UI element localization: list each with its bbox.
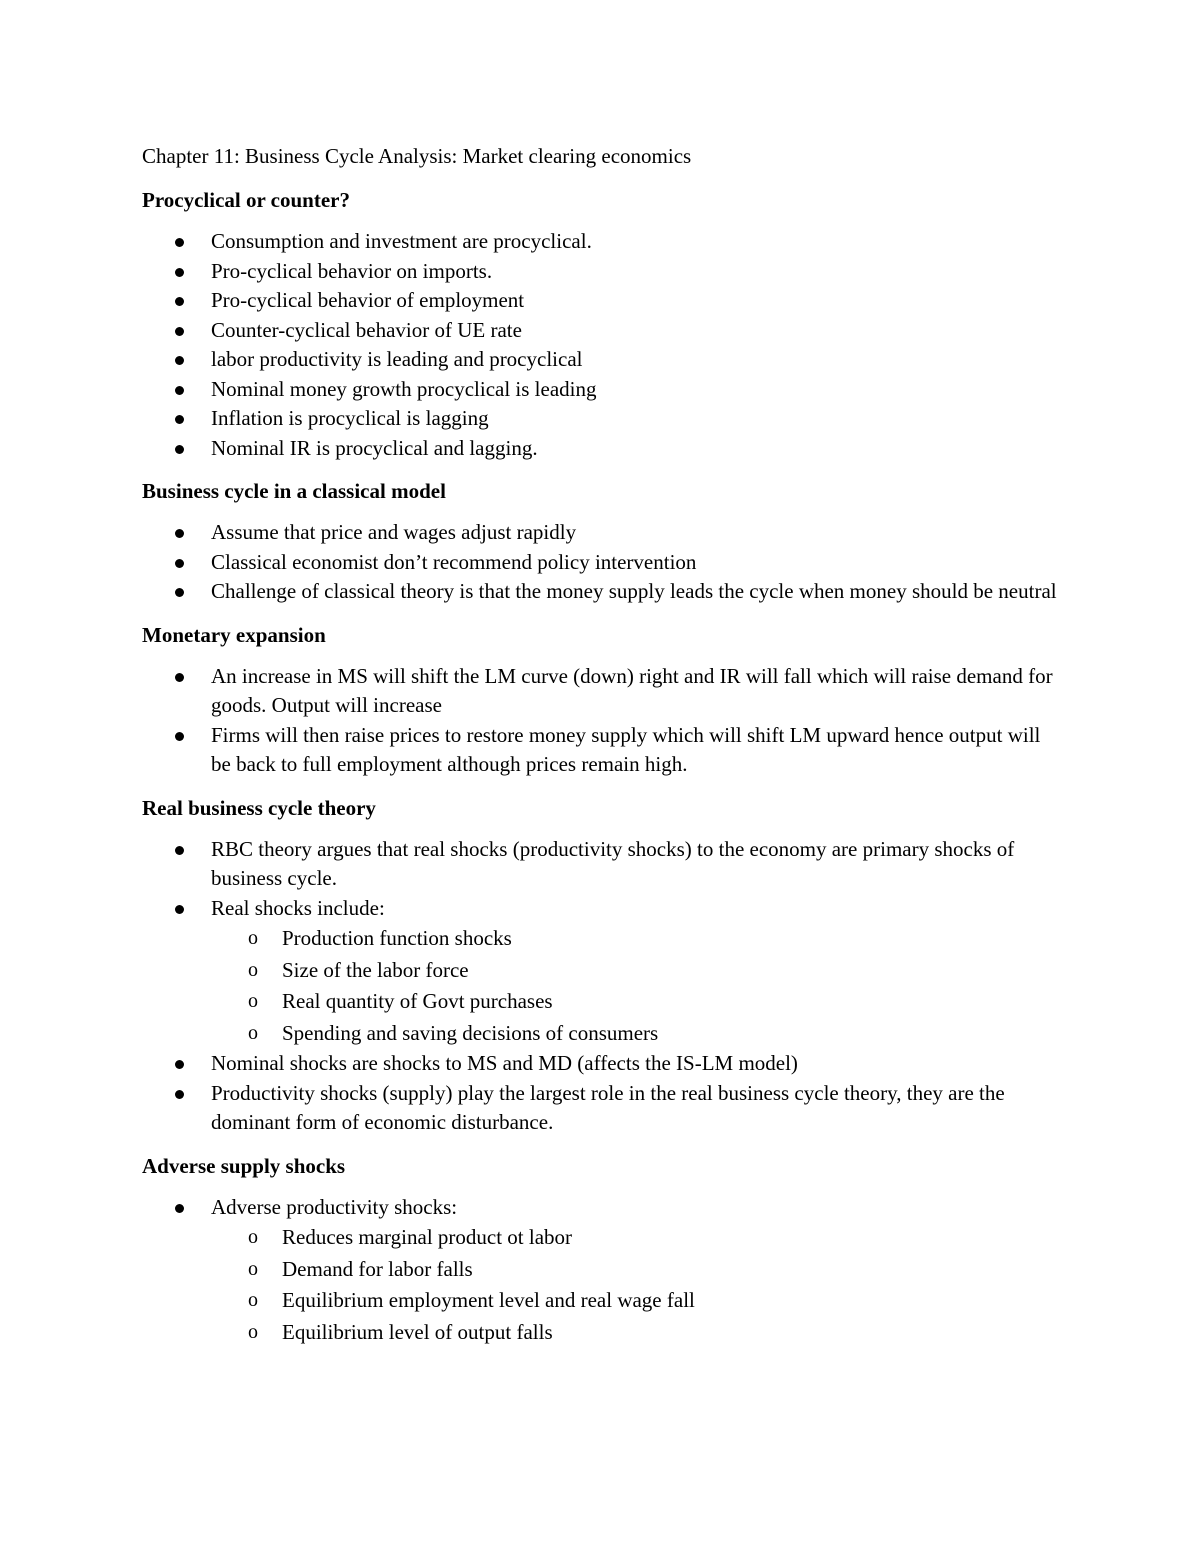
bullet-icon xyxy=(175,415,184,424)
list-item: labor productivity is leading and procyclical xyxy=(142,345,1062,375)
list-item: An increase in MS will shift the LM curve (down) right and IR will fall which will raise demand for goods. Output will increase xyxy=(142,662,1062,721)
list-item: Firms will then raise prices to restore money supply which will shift LM upward hence output will be back to full employment although prices remain high. xyxy=(142,721,1062,780)
list-item: Assume that price and wages adjust rapidly xyxy=(142,518,1062,548)
circle-bullet-icon: o xyxy=(248,958,258,981)
bullet-list-procyclical xyxy=(142,227,1062,463)
bullet-icon xyxy=(175,356,184,365)
bullet-icon xyxy=(175,905,184,914)
sub-list-item: o Spending and saving decisions of consumers xyxy=(142,1018,1062,1050)
bullet-icon xyxy=(175,327,184,336)
circle-bullet-icon: o xyxy=(248,1021,258,1044)
bullet-icon xyxy=(175,1090,184,1099)
sub-list-real-shocks xyxy=(211,923,1062,1049)
bullet-icon xyxy=(175,588,184,597)
list-item: Counter-cyclical behavior of UE rate xyxy=(142,316,1062,346)
list-item: Consumption and investment are procyclical. xyxy=(142,227,1062,257)
bullet-list-adverse-supply-shocks xyxy=(142,1193,1062,1349)
list-item: Classical economist don’t recommend policy intervention xyxy=(142,548,1062,578)
sub-list-item: o Equilibrium employment level and real wage fall xyxy=(142,1285,1062,1317)
sub-list-item: o Demand for labor falls xyxy=(142,1254,1062,1286)
list-item: Inflation is procyclical is lagging xyxy=(142,404,1062,434)
list-item: Pro-cyclical behavior on imports. xyxy=(142,257,1062,287)
bullet-icon xyxy=(175,732,184,741)
bullet-icon xyxy=(175,386,184,395)
list-item: Nominal IR is procyclical and lagging. xyxy=(142,434,1062,464)
list-item: Challenge of classical theory is that the money supply leads the cycle when money should be neutral xyxy=(142,577,1062,607)
list-item: Nominal money growth procyclical is leading xyxy=(142,375,1062,405)
sub-list-item: o Equilibrium level of output falls xyxy=(142,1317,1062,1349)
list-item: RBC theory argues that real shocks (productivity shocks) to the economy are primary shocks of business cycle. xyxy=(142,835,1062,894)
circle-bullet-icon: o xyxy=(248,1257,258,1280)
sub-list-item: o Real quantity of Govt purchases xyxy=(142,986,1062,1018)
circle-bullet-icon: o xyxy=(248,1320,258,1343)
list-item: Real shocks include: o Production function shocks o Size of the labor force o Real quantity of Govt purchases o Spending and saving decisions of consumers xyxy=(142,894,1062,1050)
sub-list-item: o Production function shocks xyxy=(142,923,1062,955)
bullet-icon xyxy=(175,1204,184,1213)
bullet-list-monetary-expansion xyxy=(142,662,1062,780)
bullet-list-classical-model xyxy=(142,518,1062,607)
sub-list-item: o Size of the labor force xyxy=(142,955,1062,987)
list-item: Pro-cyclical behavior of employment xyxy=(142,286,1062,316)
bullet-icon xyxy=(175,559,184,568)
bullet-icon xyxy=(175,297,184,306)
document-title: Chapter 11: Business Cycle Analysis: Market clearing economics xyxy=(142,144,692,168)
bullet-icon xyxy=(175,673,184,682)
list-item: Productivity shocks (supply) play the largest role in the real business cycle theory, they are the dominant form of economic disturbance. xyxy=(142,1079,1062,1138)
sub-list-adverse-productivity xyxy=(211,1222,1062,1348)
bullet-icon xyxy=(175,238,184,247)
bullet-icon xyxy=(175,445,184,454)
bullet-icon xyxy=(175,846,184,855)
list-item: Adverse productivity shocks: o Reduces marginal product ot labor o Demand for labor falls o Equilibrium employment level and real wage fall o Equilibrium level of output falls xyxy=(142,1193,1062,1349)
section-heading-monetary-expansion: Monetary expansion xyxy=(142,622,326,647)
list-item: Nominal shocks are shocks to MS and MD (affects the IS-LM model) xyxy=(142,1049,1062,1079)
bullet-icon xyxy=(175,268,184,277)
circle-bullet-icon: o xyxy=(248,1226,258,1248)
circle-bullet-icon: o xyxy=(248,1289,258,1311)
bullet-icon xyxy=(175,529,184,538)
section-heading-adverse-supply-shocks: Adverse supply shocks xyxy=(142,1153,346,1178)
circle-bullet-icon: o xyxy=(248,990,258,1012)
sub-list-item: o Reduces marginal product ot labor xyxy=(142,1222,1062,1254)
bullet-list-rbc-theory xyxy=(142,835,1062,1138)
section-heading-procyclical: Procyclical or counter? xyxy=(142,188,350,212)
document-page xyxy=(142,140,1062,1360)
section-heading-rbc-theory: Real business cycle theory xyxy=(142,795,376,820)
bullet-icon xyxy=(175,1060,184,1069)
section-heading-classical-model: Business cycle in a classical model xyxy=(142,479,446,503)
circle-bullet-icon: o xyxy=(248,927,258,949)
